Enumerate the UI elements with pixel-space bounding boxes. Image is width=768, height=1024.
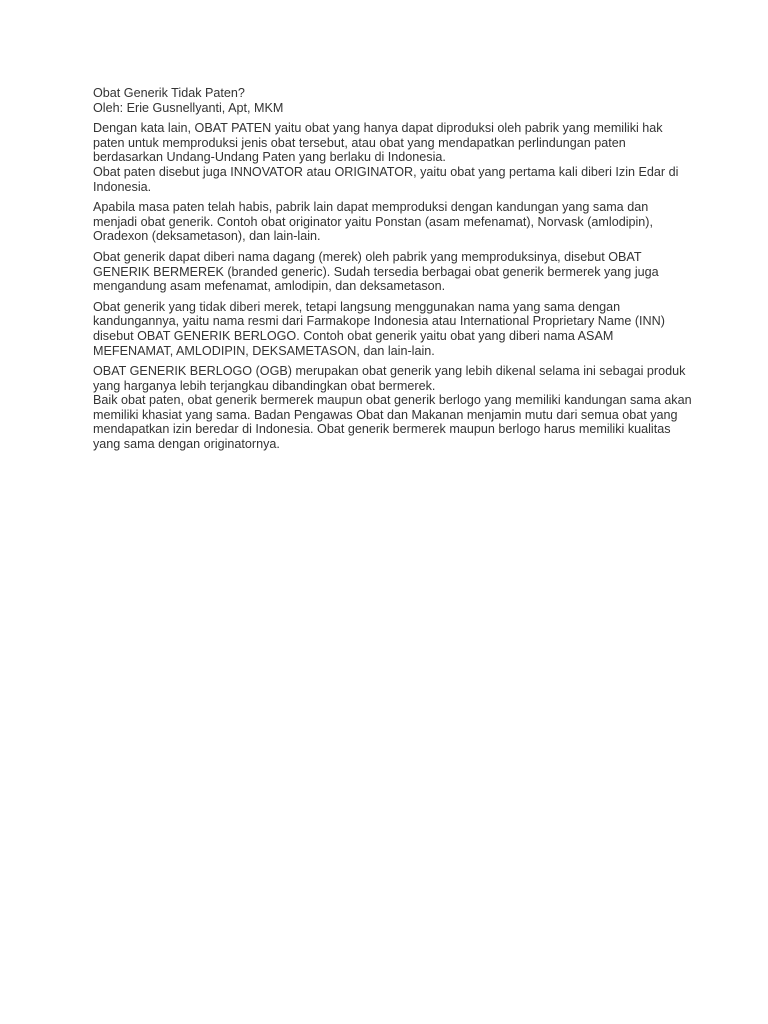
paragraph-5: Obat generik yang tidak diberi merek, tetapi langsung menggunakan nama yang sama dengan kandungannya, yaitu nama resmi dari Farmakope Indonesia atau International Proprietary Name (INN) disebut OBAT GENERIK BERLOGO. Contoh obat generik yaitu obat yang diberi nama ASAM MEFENAMAT, AMLODIPIN, DEKSAMETASON, dan lain-lain. bbox=[93, 299, 665, 358]
paragraph-1: Dengan kata lain, OBAT PATEN yaitu obat yang hanya dapat diproduksi oleh pabrik yang memiliki hak paten untuk memproduksi jenis obat tersebut, atau obat yang mendapatkan perlindungan paten berdasarkan Undang-Undang Paten yang berlaku di Indonesia. bbox=[93, 121, 663, 165]
paragraph-7: Baik obat paten, obat generik bermerek maupun obat generik berlogo yang memiliki kandungan sama akan memiliki khasiat yang sama. Badan Pengawas Obat dan Makanan menjamin mutu dari semua obat yang mendapatkan izin beredar di Indonesia. Obat generik bermerek maupun berlogo harus memiliki kualitas yang sama dengan originatornya. bbox=[93, 393, 692, 452]
document-page bbox=[93, 86, 693, 458]
paragraph-6: OBAT GENERIK BERLOGO (OGB) merupakan obat generik yang lebih dikenal selama ini sebagai produk yang harganya lebih terjangkau dibandingkan obat bermerek. bbox=[93, 364, 686, 393]
document-byline: Oleh: Erie Gusnellyanti, Apt, MKM bbox=[93, 100, 284, 115]
paragraph-2: Obat paten disebut juga INNOVATOR atau ORIGINATOR, yaitu obat yang pertama kali diberi Izin Edar di Indonesia. bbox=[93, 164, 679, 194]
paragraph-4: Obat generik dapat diberi nama dagang (merek) oleh pabrik yang memproduksinya, disebut OBAT GENERIK BERMEREK (branded generic). Sudah tersedia berbagai obat generik bermerek yang juga mengandung asam mefenamat, amlodipin, dan deksametason. bbox=[93, 249, 659, 294]
document-title: Obat Generik Tidak Paten? bbox=[93, 86, 245, 100]
paragraph-3: Apabila masa paten telah habis, pabrik lain dapat memproduksi dengan kandungan yang sama dan menjadi obat generik. Contoh obat originator yaitu Ponstan (asam mefenamat), Norvask (amlodipin), Oradexon (deksametason), dan lain-lain. bbox=[93, 200, 654, 244]
